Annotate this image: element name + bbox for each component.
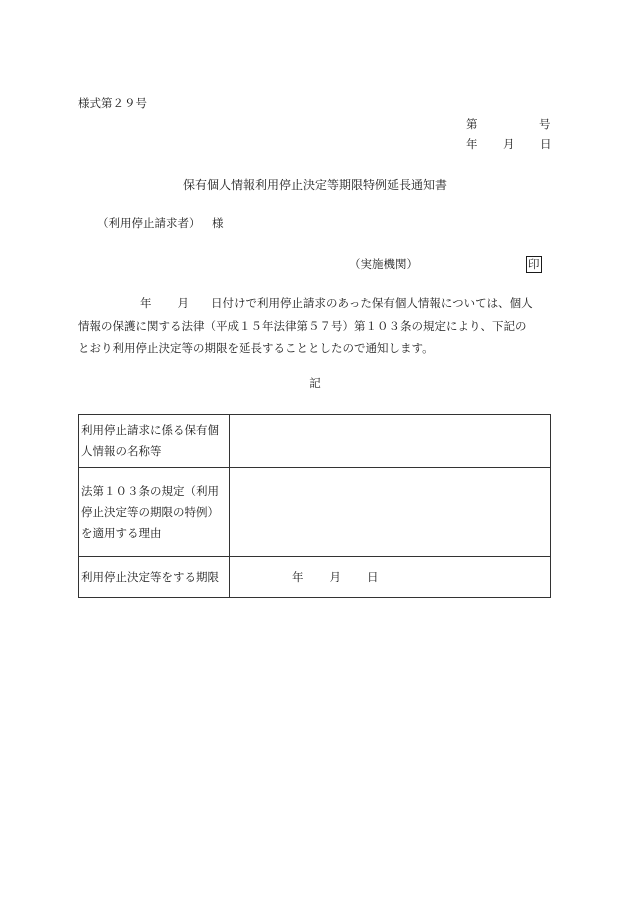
seal-mark: 印	[528, 257, 540, 271]
document-title: 保有個人情報利用停止決定等期限特例延長通知書	[182, 178, 447, 192]
row-label-reason: 法第１０３条の規定（利用 停止決定等の期限の特例） を適用する理由	[79, 468, 230, 557]
document-number-prefix: 第	[466, 117, 478, 131]
deadline-day-label: 日	[367, 569, 379, 584]
row-label-info-name: 利用停止請求に係る保有個 人情報の名称等	[79, 415, 230, 468]
body-year-label: 年	[140, 296, 152, 310]
date-month-label: 月	[503, 137, 515, 151]
table-row	[79, 468, 551, 557]
deadline-year-label: 年	[292, 569, 304, 584]
body-paragraph-line-2: 情報の保護に関する法律（平成１５年法律第５７号）第１０３条の規定により、下記の	[78, 319, 527, 333]
document-number-suffix: 号	[539, 117, 551, 131]
body-paragraph-line-3: とおり利用停止決定等の期限を延長することとしたので通知します。	[78, 341, 434, 355]
ki-heading: 記	[309, 376, 321, 390]
body-month-label: 月	[177, 296, 189, 310]
row-value-deadline	[230, 557, 551, 598]
form-number: 様式第２９号	[78, 96, 147, 110]
row-label-deadline: 利用停止決定等をする期限	[79, 557, 230, 598]
details-table	[78, 414, 551, 598]
date-day-label: 日	[540, 137, 552, 151]
date-year-label: 年	[466, 137, 478, 151]
issuing-agency: （実施機関）	[349, 257, 418, 271]
deadline-month-label: 月	[329, 569, 341, 584]
body-paragraph-line-1	[78, 297, 533, 311]
table-row	[79, 415, 551, 468]
recipient-name-placeholder: （利用停止請求者）	[97, 216, 201, 230]
recipient-honorific: 様	[212, 216, 224, 230]
body-line-1-text: 日付けで利用停止請求のあった保有個人情報については、個人	[211, 296, 533, 310]
row-value-info-name	[230, 415, 551, 468]
row-value-reason	[230, 468, 551, 557]
table-row	[79, 557, 551, 598]
